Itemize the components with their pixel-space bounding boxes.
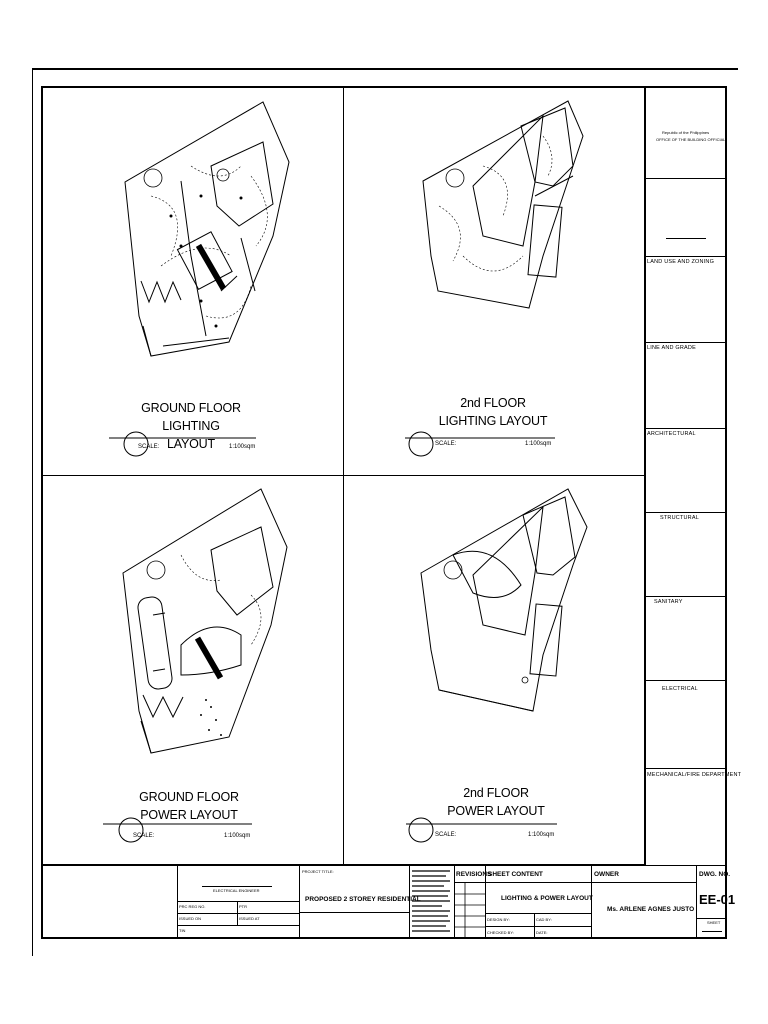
- project-title: PROPOSED 2 STOREY RESIDENTIAL: [305, 896, 421, 903]
- panel-title-line-1: GROUND FLOOR: [141, 401, 241, 415]
- tb-divider: [299, 866, 300, 938]
- cad-by-label: CAD BY:: [536, 917, 552, 922]
- dwg-no-label: DWG. NO.: [699, 871, 731, 878]
- sidebar-section: [646, 343, 727, 429]
- prc-label: PRC REG NO.: [179, 904, 206, 909]
- ptr-label: PTR: [239, 904, 247, 909]
- sidebar-section: [646, 429, 727, 513]
- scale-label: SCALE:: [435, 441, 457, 447]
- tb-row-line: [485, 926, 591, 927]
- revisions-label: REVISIONS: [456, 871, 492, 878]
- issued-on-label: ISSUED ON: [179, 916, 202, 921]
- sheet-content-label: SHEET CONTENT: [488, 871, 543, 878]
- sidebar-header-box: [646, 86, 727, 179]
- section-label: STRUCTURAL: [660, 515, 699, 521]
- scale-value: 1:100sqm: [229, 444, 256, 450]
- sidebar-header-line-1: Republic of the Philippines: [662, 130, 710, 135]
- date-label: DATE:: [536, 930, 548, 935]
- sidebar-signature-box: [646, 179, 727, 257]
- tin-label: TIN: [179, 928, 186, 933]
- scale-value: 1:100sqm: [528, 832, 555, 838]
- scale-value: 1:100sqm: [224, 833, 251, 839]
- panel-title: [441, 784, 551, 820]
- panel-title: [139, 788, 239, 824]
- checked-by-label: CHECKED BY:: [487, 930, 514, 935]
- fine-print-block: [410, 867, 454, 937]
- panel-title: [438, 394, 548, 430]
- issued-at-label: ISSUED AT: [239, 916, 260, 921]
- scale-label: SCALE:: [133, 833, 155, 839]
- owner-name: Ms. ARLENE AGNES JUSTO: [607, 906, 695, 913]
- sheet-label: SHEET: [707, 920, 721, 925]
- sidebar-section: [646, 513, 727, 597]
- panel-second-lighting: [343, 86, 646, 475]
- scale-label: SCALE:: [138, 444, 160, 450]
- dwg-no: EE-01: [699, 892, 736, 907]
- tb-divider: [177, 866, 178, 938]
- engineer-label: ELECTRICAL ENGINEER: [213, 888, 260, 893]
- tb-row-line: [455, 882, 696, 883]
- section-label: LAND USE AND ZONING: [647, 259, 715, 265]
- panel-title-line-2: POWER LAYOUT: [140, 808, 238, 822]
- tb-col-line: [534, 913, 535, 938]
- revisions-grid: [455, 883, 485, 938]
- tb-row-line: [300, 912, 409, 913]
- page-top-border: [32, 68, 738, 70]
- project-title-label: PROJECT TITLE:: [302, 869, 334, 874]
- tb-row-line: [696, 918, 727, 919]
- designed-by-label: DESIGN BY:: [487, 917, 510, 922]
- panel-title-line-2: LIGHTING LAYOUT: [438, 414, 548, 428]
- sheet-content: LIGHTING & POWER LAYOUT: [501, 895, 593, 902]
- sidebar-section: [646, 769, 742, 866]
- scale-value: 1:100sqm: [525, 441, 552, 447]
- tb-row-line: [177, 901, 299, 902]
- sidebar-section: [646, 257, 727, 343]
- sidebar-section: [646, 681, 727, 769]
- sidebar-header-line-2: OFFICE OF THE BUILDING OFFICIAL: [656, 137, 726, 142]
- section-label: MECHANICAL/FIRE DEPARTMENT: [647, 772, 742, 778]
- tb-divider: [696, 866, 697, 938]
- page-left-border: [32, 68, 33, 956]
- tb-col-line: [237, 901, 238, 925]
- panel-title-line-2: POWER LAYOUT: [447, 804, 545, 818]
- panel-ground-power: [41, 475, 343, 866]
- tb-row-line: [177, 913, 299, 914]
- engineer-signature-line: [202, 886, 272, 887]
- sheet-number-line: [702, 931, 722, 932]
- panel-title-line-1: GROUND FLOOR: [139, 790, 239, 804]
- tb-row-line: [485, 913, 591, 914]
- section-label: ARCHITECTURAL: [647, 431, 696, 437]
- panel-second-power: [343, 475, 646, 866]
- panel-ground-lighting: [41, 86, 343, 475]
- panel-title-line-1: 2nd FLOOR: [463, 786, 529, 800]
- tb-row-line: [177, 925, 299, 926]
- owner-label: OWNER: [594, 871, 619, 878]
- section-label: ELECTRICAL: [662, 686, 698, 692]
- panel-title-line-1: 2nd FLOOR: [460, 396, 526, 410]
- section-label: LINE AND GRADE: [647, 345, 696, 351]
- scale-label: SCALE:: [435, 832, 457, 838]
- signature-line: [666, 238, 706, 239]
- sidebar-section: [646, 597, 727, 681]
- tb-divider: [591, 866, 592, 938]
- panel-title-line-2: LIGHTING LAYOUT: [162, 419, 220, 451]
- section-label: SANITARY: [654, 599, 683, 605]
